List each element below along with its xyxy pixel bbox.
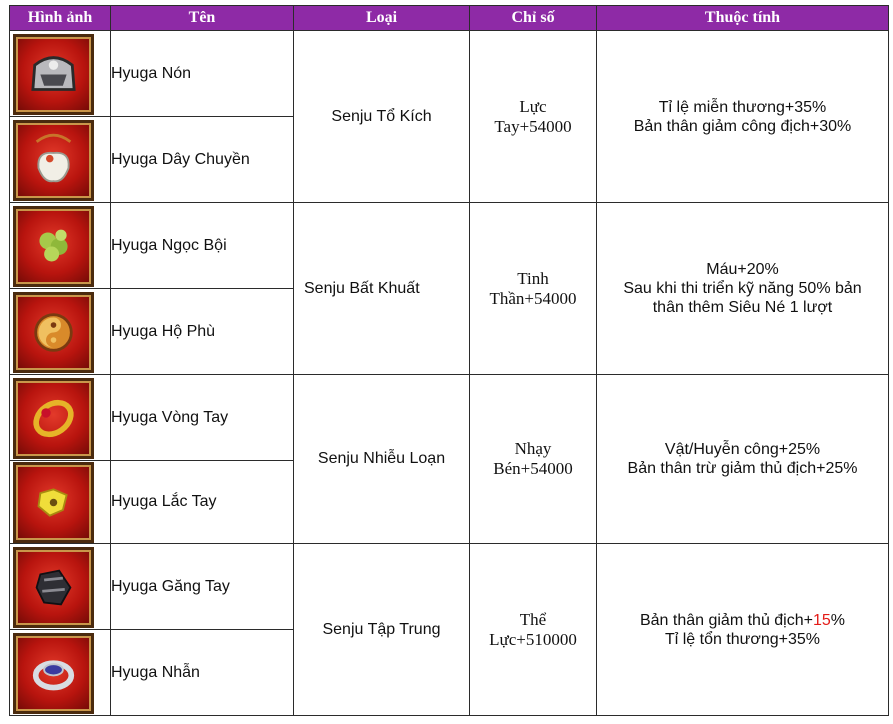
item-name: Hyuga Nón xyxy=(111,31,294,117)
necklace-icon xyxy=(13,120,94,201)
item-type: Senju Bất Khuất xyxy=(294,203,470,375)
header-row xyxy=(10,6,889,31)
item-attributes: Máu+20% Sau khi thi triển kỹ năng 50% bản thân thêm Siêu Né 1 lượt xyxy=(597,203,889,375)
item-type: Senju Nhiễu Loạn xyxy=(294,375,470,544)
header-type: Loại xyxy=(294,6,470,31)
header-stat: Chỉ số xyxy=(470,6,597,31)
item-stat: Tinh Thần+54000 xyxy=(470,203,597,375)
item-name: Hyuga Nhẫn xyxy=(111,630,294,716)
table-row xyxy=(10,544,889,630)
item-type: Senju Tập Trung xyxy=(294,544,470,716)
item-stat: Lực Tay+54000 xyxy=(470,31,597,203)
header-attribute: Thuộc tính xyxy=(597,6,889,31)
item-stat: Nhạy Bén+54000 xyxy=(470,375,597,544)
glove-icon xyxy=(13,547,94,628)
item-attributes: Vật/Huyễn công+25% Bản thân trừ giảm thủ địch+25% xyxy=(597,375,889,544)
item-name: Hyuga Vòng Tay xyxy=(111,375,294,461)
table-row xyxy=(10,31,889,117)
item-name: Hyuga Lắc Tay xyxy=(111,461,294,544)
item-name: Hyuga Găng Tay xyxy=(111,544,294,630)
header-image: Hình ảnh xyxy=(10,6,111,31)
table-row xyxy=(10,375,889,461)
item-name: Hyuga Dây Chuyền xyxy=(111,117,294,203)
item-attributes: Tỉ lệ miễn thương+35% Bản thân giảm công địch+30% xyxy=(597,31,889,203)
bracelet-icon xyxy=(13,378,94,459)
item-stat: Thể Lực+510000 xyxy=(470,544,597,716)
ring-icon xyxy=(13,633,94,714)
header-name: Tên xyxy=(111,6,294,31)
highlight-value: 15 xyxy=(812,611,831,629)
jade-pendant-icon xyxy=(13,206,94,287)
amulet-icon xyxy=(13,292,94,373)
item-name: Hyuga Ngọc Bội xyxy=(111,203,294,289)
equipment-table xyxy=(9,5,889,716)
wrist-chain-icon xyxy=(13,462,94,543)
item-name: Hyuga Hộ Phù xyxy=(111,289,294,375)
item-attributes: Bản thân giảm thủ địch+15% Tỉ lệ tổn thương+35% xyxy=(597,544,889,716)
table-row xyxy=(10,203,889,289)
helmet-icon xyxy=(13,34,94,115)
item-type: Senju Tổ Kích xyxy=(294,31,470,203)
